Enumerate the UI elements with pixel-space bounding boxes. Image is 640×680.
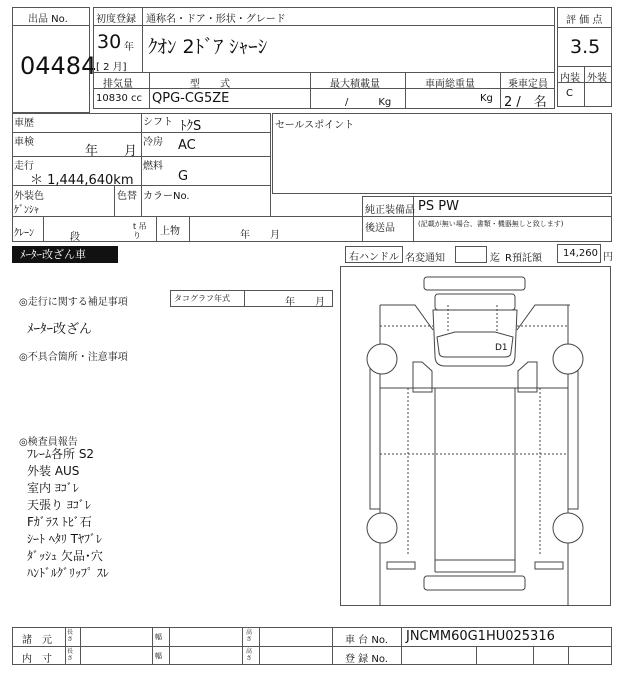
vehicle-name: ｸｵﾝ 2ﾄﾞｱ ｼｬｰｼ: [148, 36, 268, 58]
mileage-note: ﾒｰﾀｰ改ざん: [27, 322, 93, 337]
inspector-report-list: [27, 446, 109, 582]
reg-cell-2: [476, 646, 534, 665]
interior-label: 内装: [560, 73, 580, 84]
first-reg-year: 30: [97, 31, 122, 53]
mileage-label: 走行: [14, 161, 34, 172]
color-change-label: 色替: [117, 191, 137, 202]
truck-diagram: [340, 266, 611, 606]
equipment-value: PS PW: [418, 199, 459, 214]
max-load: / Kg: [345, 97, 392, 108]
crane-ton: t 吊り: [133, 222, 147, 240]
yen-label: 円: [603, 252, 613, 263]
mileage-value: ＊ 1,444,640km: [30, 173, 134, 188]
shift-value: ﾄｸS: [180, 119, 202, 134]
displacement: 10830 cc: [96, 93, 142, 104]
first-reg-label: 初度登録: [96, 14, 136, 25]
width-label: 幅: [155, 633, 162, 641]
mileage-notes-title: ◎走行に関する補足事項: [19, 297, 128, 308]
chassis-label: 車 台 No.: [345, 635, 388, 646]
until-label: 迄: [490, 253, 500, 264]
name-change-box: [455, 246, 487, 263]
report-title: ◎検査員報告: [19, 437, 78, 448]
report-item: ｼｰﾄ ﾍﾀﾘ Tﾔﾌﾞﾚ: [27, 532, 102, 546]
report-item: ﾌﾚｰﾑ各所 S2: [27, 447, 95, 461]
ac-value: AC: [178, 138, 196, 153]
exterior-label: 外装: [587, 73, 607, 84]
recycle-label: R預託額: [505, 253, 542, 264]
report-item: ﾀﾞｯｼｭ 欠品･穴: [27, 549, 103, 563]
score-value: 3.5: [570, 36, 601, 58]
panel-dividers: [380, 305, 568, 556]
body-outline: [380, 305, 568, 606]
score-label: 評 価 点: [566, 15, 603, 26]
year-unit: 年: [124, 42, 134, 53]
fuel-value: G: [178, 169, 189, 184]
report-item: 天張り ﾖｺﾞﾚ: [27, 498, 91, 512]
tacho-label: タコグラフ年式: [174, 294, 230, 303]
body-label: 上物: [160, 226, 180, 237]
reg-label: 登 録 No.: [345, 654, 388, 665]
gross-weight-label: 車両総重量: [425, 79, 475, 90]
rear-light-right: [535, 562, 563, 569]
left-side-step: [370, 369, 380, 509]
recycle-amount: 14,260: [563, 248, 598, 259]
length-label: 長さ: [67, 629, 74, 643]
first-reg-month: [ 2 月]: [96, 62, 127, 73]
interior-grade: C: [566, 88, 573, 99]
report-item: Fｶﾞﾗｽ ﾄﾋﾞ石: [27, 515, 92, 529]
lot-no: 04484: [20, 52, 97, 80]
name-change-label: 名変通知: [405, 253, 445, 264]
color-no-label: カラーNo.: [143, 191, 190, 202]
color-value: ｹﾞﾝｼｬ: [14, 205, 39, 216]
cab: [433, 310, 517, 366]
rhd-badge: 右ハンドル: [345, 246, 403, 263]
report-item: 外装 AUS: [27, 464, 80, 478]
wheel-rear-right: [553, 513, 583, 543]
inner-height-label: 高さ: [246, 648, 253, 662]
later-label: 後送品: [365, 223, 395, 234]
reg-cell-3: [533, 646, 569, 665]
inspection-value: 年 月: [85, 144, 138, 159]
crane-stage: 段: [70, 232, 80, 243]
spec-label: 諸 元: [22, 635, 52, 646]
model-label: 型 式: [190, 79, 230, 90]
defects-title: ◎不具合箇所・注意事項: [19, 352, 128, 363]
inner-length-label: 長さ: [67, 648, 74, 662]
wheel-front-left: [367, 344, 397, 374]
max-load-label: 最大積載量: [330, 79, 380, 90]
inspection-label: 車検: [14, 137, 34, 148]
sales-point-label: セールスポイント: [275, 120, 355, 131]
displacement-label: 排気量: [103, 79, 133, 90]
rear-light-left: [387, 562, 415, 569]
model: QPG-CG5ZE: [152, 91, 230, 106]
frame: [435, 388, 515, 572]
meter-tampered-banner: ﾒｰﾀｰ改ざん車: [12, 246, 118, 263]
tacho-date: 年 月: [285, 297, 325, 308]
equipment-label: 純正装備品: [365, 205, 415, 216]
history-label: 車歴: [14, 118, 34, 129]
damage-mark: D1: [495, 343, 508, 353]
capacity: 2 / 名: [504, 95, 547, 110]
front-bumper: [424, 277, 525, 290]
height-label: 高さ: [246, 629, 253, 643]
color-label: 外装色: [14, 191, 44, 202]
chassis-no: JNCMM60G1HU025316: [406, 629, 555, 644]
report-item: ﾊﾝﾄﾞﾙｸﾞﾘｯﾌﾟ ｽﾚ: [27, 566, 109, 580]
rear-bumper: [424, 576, 525, 590]
report-item: 室内 ﾖｺﾞﾚ: [27, 481, 79, 495]
wheel-front-right: [553, 344, 583, 374]
ac-label: 冷房: [143, 137, 163, 148]
capacity-label: 乗車定員: [508, 79, 548, 90]
right-side-step: [568, 369, 578, 509]
fuel-label: 燃料: [143, 161, 163, 172]
lot-no-label: 出品 No.: [28, 14, 68, 25]
later-note: (記載が無い場合、書類・機器無しと致します): [418, 220, 564, 228]
grille: [435, 294, 515, 310]
crane-label: ｸﾚｰﾝ: [14, 228, 34, 239]
inner-label: 内 寸: [22, 654, 52, 665]
reg-cell-1: [401, 646, 477, 665]
name-label: 通称名・ドア・形状・グレード: [146, 14, 286, 25]
body-date: 年 月: [240, 230, 280, 241]
wheel-rear-left: [367, 513, 397, 543]
shift-label: シフト: [143, 117, 173, 128]
gross-weight: Kg: [480, 93, 493, 104]
inner-width-label: 幅: [155, 652, 162, 660]
